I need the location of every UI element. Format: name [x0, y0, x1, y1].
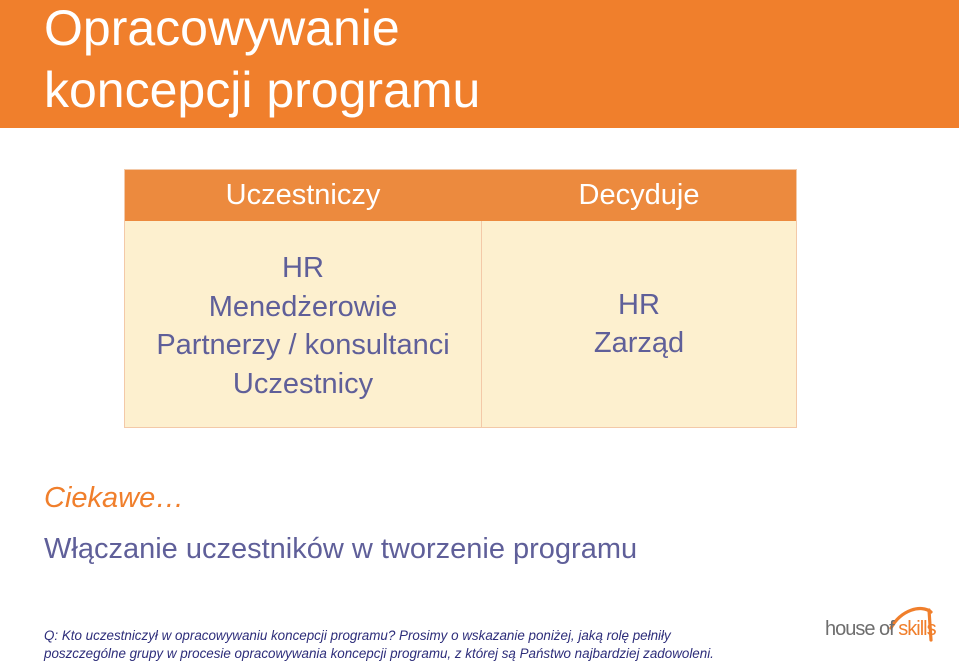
question-line-2: poszczególne grupy w procesie opracowywania koncepcji programu, z której są Państwo najbardziej zadowoleni. [44, 646, 714, 661]
participates-cell [125, 221, 481, 427]
logo-wordmark [825, 618, 936, 640]
participant-item: Partnerzy / konsultanci [156, 329, 450, 361]
header-participates: Uczestniczy [225, 179, 381, 211]
house-of-skills-logo [825, 606, 935, 642]
curious-text: Włączanie uczestników w tworzenie programu [44, 533, 638, 565]
decides-cell [482, 221, 796, 427]
title-bar [0, 0, 959, 128]
roles-table [124, 169, 797, 428]
header-decides: Decyduje [578, 179, 700, 211]
page-title-line-1: Opracowywanie [44, 0, 400, 56]
participant-item: HR [282, 252, 324, 284]
logo-part-2: skills [898, 618, 936, 640]
decider-item: HR [618, 288, 660, 321]
participant-item: Uczestnicy [232, 367, 374, 400]
decider-item: Zarząd [593, 327, 685, 359]
curious-heading: Ciekawe… [44, 482, 185, 514]
logo-part-1: house of [825, 618, 899, 640]
survey-question [44, 627, 714, 663]
participant-item: Menedżerowie [208, 290, 398, 323]
question-line-1: Q: Kto uczestniczył w opracowywaniu koncepcji programu? Prosimy o wskazanie poniżej, jaką rolę pełniły [44, 628, 671, 643]
table-header-row [125, 170, 796, 221]
page-title-line-2: koncepcji programu [44, 62, 481, 118]
